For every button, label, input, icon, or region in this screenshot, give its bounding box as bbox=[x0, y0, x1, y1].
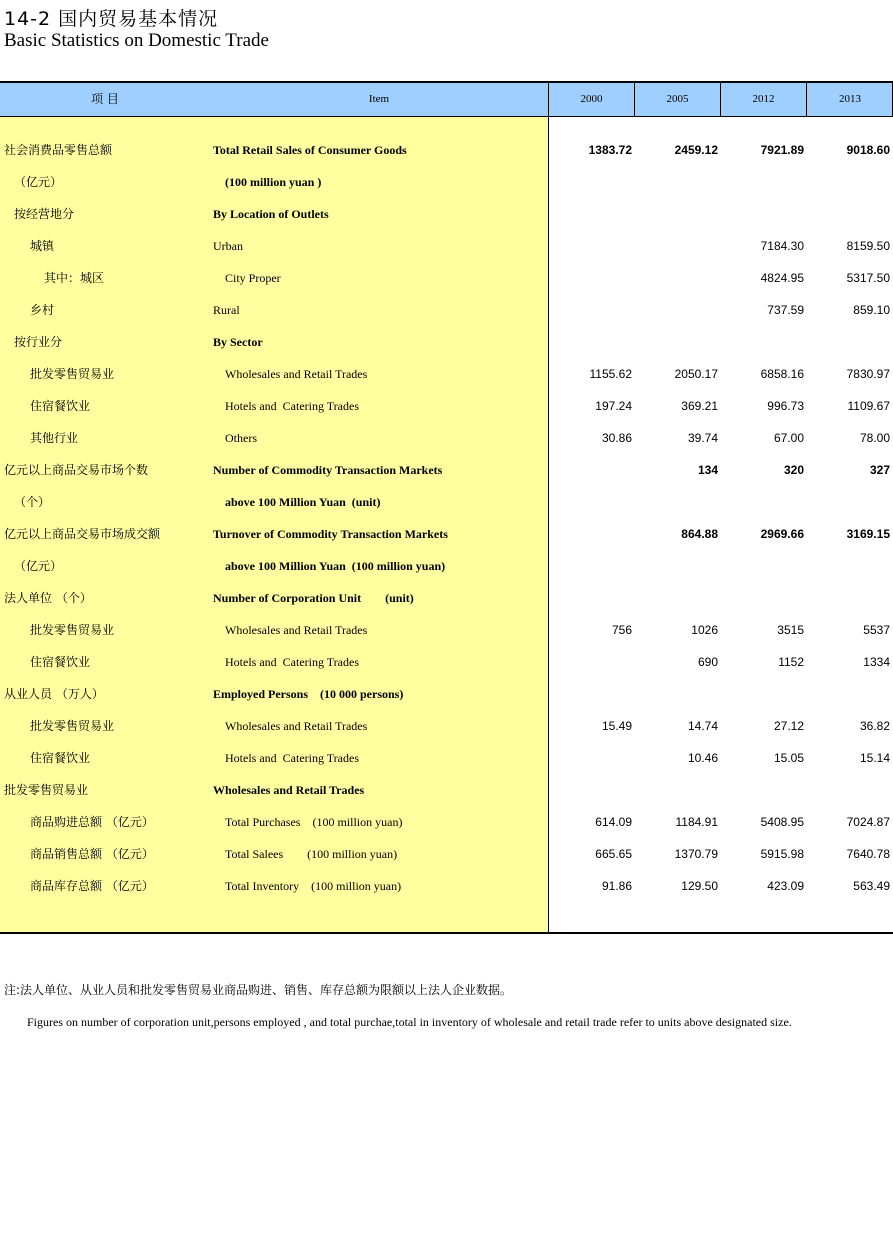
row-label-cn: 从业人员 （万人） bbox=[4, 687, 104, 701]
row-label-cn: 法人单位 （个） bbox=[4, 591, 92, 605]
row-label-cn: 城镇 bbox=[30, 239, 55, 253]
value-cell-2012: 7921.89 bbox=[760, 143, 804, 157]
table-row bbox=[0, 614, 893, 646]
table-row bbox=[0, 518, 893, 550]
table-row bbox=[0, 710, 893, 742]
value-cell-2013: 859.10 bbox=[853, 303, 890, 317]
header-divider bbox=[634, 83, 635, 117]
value-cell-2013: 5537 bbox=[863, 623, 890, 637]
row-label-en: Hotels and Catering Trades bbox=[225, 751, 359, 765]
value-cell-2000: 15.49 bbox=[601, 719, 632, 733]
table-row bbox=[0, 678, 893, 710]
value-cell-2000: 614.09 bbox=[595, 815, 632, 829]
table-row bbox=[0, 422, 893, 454]
row-label-en: Total Retail Sales of Consumer Goods bbox=[213, 143, 407, 157]
page-title-cn: 14-2 国内贸易基本情况 bbox=[4, 8, 219, 30]
value-cell-2012: 320 bbox=[783, 463, 804, 477]
table-row bbox=[0, 486, 893, 518]
row-label-en: Wholesales and Retail Trades bbox=[225, 719, 368, 733]
value-cell-2012: 1152 bbox=[778, 655, 804, 669]
row-label-en: Hotels and Catering Trades bbox=[225, 655, 359, 669]
table-body bbox=[0, 134, 893, 902]
value-cell-2005: 1370.79 bbox=[674, 847, 718, 861]
value-cell-2000: 197.24 bbox=[595, 399, 632, 413]
value-cell-2000: 91.86 bbox=[601, 879, 632, 893]
header-year-2000: 2000 bbox=[580, 93, 603, 105]
row-label-cn: 批发零售贸易业 bbox=[30, 623, 115, 637]
row-label-en: Total Salees (100 million yuan) bbox=[225, 847, 398, 861]
table-row bbox=[0, 870, 893, 902]
value-cell-2013: 1109.67 bbox=[847, 399, 890, 413]
footnote-en: Figures on number of corporation unit,persons employed , and total purchae,total in inventory of wholesale and retail trade refer to units above designated size. bbox=[27, 1015, 792, 1029]
row-label-cn: 批发零售贸易业 bbox=[4, 783, 89, 797]
value-cell-2005: 1184.91 bbox=[675, 815, 718, 829]
value-cell-2005: 14.74 bbox=[687, 719, 718, 733]
header-year-2012: 2012 bbox=[752, 93, 775, 105]
value-cell-2005: 10.46 bbox=[687, 751, 718, 765]
row-label-en: Wholesales and Retail Trades bbox=[213, 783, 365, 797]
row-label-en: above 100 Million Yuan (unit) bbox=[225, 495, 381, 509]
value-cell-2013: 327 bbox=[869, 463, 890, 477]
value-cell-2012: 27.12 bbox=[773, 719, 804, 733]
row-label-cn: 亿元以上商品交易市场个数 bbox=[4, 463, 149, 477]
page-title-en: Basic Statistics on Domestic Trade bbox=[4, 30, 269, 51]
value-cell-2012: 3515 bbox=[777, 623, 804, 637]
header-year-2013: 2013 bbox=[839, 93, 861, 105]
row-label-en: above 100 Million Yuan (100 million yuan) bbox=[225, 559, 446, 573]
table-row bbox=[0, 166, 893, 198]
row-label-en: Rural bbox=[213, 303, 240, 317]
row-label-cn: 其他行业 bbox=[30, 431, 79, 445]
row-label-en: Wholesales and Retail Trades bbox=[225, 623, 368, 637]
value-cell-2013: 1334 bbox=[863, 655, 890, 669]
table-row bbox=[0, 358, 893, 390]
table-row bbox=[0, 326, 893, 358]
row-label-cn: 商品库存总额 （亿元） bbox=[30, 879, 154, 893]
table-row bbox=[0, 550, 893, 582]
value-cell-2013: 3169.15 bbox=[846, 527, 890, 541]
row-label-cn: 批发零售贸易业 bbox=[30, 719, 115, 733]
value-cell-2005: 129.50 bbox=[681, 879, 718, 893]
value-cell-2005: 2050.17 bbox=[674, 367, 718, 381]
value-cell-2005: 39.74 bbox=[687, 431, 718, 445]
row-label-en: Wholesales and Retail Trades bbox=[225, 367, 368, 381]
row-label-cn: 其中：城区 bbox=[44, 271, 105, 285]
value-cell-2000: 1383.72 bbox=[588, 143, 632, 157]
table-row bbox=[0, 646, 893, 678]
row-label-cn: 按行业分 bbox=[14, 335, 63, 349]
row-label-cn: （亿元） bbox=[14, 175, 63, 189]
table-row bbox=[0, 742, 893, 774]
table-row bbox=[0, 454, 893, 486]
header-year-2005: 2005 bbox=[666, 93, 689, 105]
value-cell-2000: 665.65 bbox=[595, 847, 632, 861]
table-header bbox=[0, 83, 893, 117]
value-cell-2013: 7024.87 bbox=[846, 815, 890, 829]
value-cell-2013: 563.49 bbox=[853, 879, 890, 893]
row-label-cn: 亿元以上商品交易市场成交额 bbox=[4, 527, 161, 541]
table-row bbox=[0, 390, 893, 422]
header-item-cn: 项 目 bbox=[91, 92, 119, 106]
row-label-cn: （个） bbox=[14, 495, 51, 509]
row-label-en: Number of Corporation Unit (unit) bbox=[213, 591, 414, 605]
table-bottom-rule bbox=[0, 932, 893, 934]
value-cell-2012: 5408.95 bbox=[760, 815, 804, 829]
value-cell-2012: 6858.16 bbox=[760, 367, 804, 381]
value-cell-2012: 15.05 bbox=[773, 751, 804, 765]
row-label-en: Employed Persons (10 000 persons) bbox=[213, 687, 404, 701]
row-label-en: By Location of Outlets bbox=[213, 207, 329, 221]
value-cell-2000: 30.86 bbox=[601, 431, 632, 445]
row-label-en: Number of Commodity Transaction Markets bbox=[213, 463, 443, 477]
table-row bbox=[0, 198, 893, 230]
value-cell-2012: 996.73 bbox=[767, 399, 804, 413]
value-cell-2000: 1155.62 bbox=[589, 367, 632, 381]
row-label-en: Total Inventory (100 million yuan) bbox=[225, 879, 402, 893]
value-cell-2013: 7830.97 bbox=[846, 367, 890, 381]
row-label-en: (100 million yuan ) bbox=[225, 175, 322, 189]
value-cell-2013: 36.82 bbox=[859, 719, 890, 733]
table-row bbox=[0, 294, 893, 326]
header-divider bbox=[720, 83, 721, 117]
row-label-en: City Proper bbox=[225, 271, 281, 285]
row-label-cn: 按经营地分 bbox=[14, 207, 75, 221]
table-row bbox=[0, 774, 893, 806]
value-cell-2012: 2969.66 bbox=[760, 527, 804, 541]
table-row bbox=[0, 838, 893, 870]
table-row bbox=[0, 262, 893, 294]
value-cell-2012: 5915.98 bbox=[760, 847, 804, 861]
row-label-en: By Sector bbox=[213, 335, 263, 349]
row-label-cn: 商品购进总额 （亿元） bbox=[30, 815, 154, 829]
value-cell-2012: 4824.95 bbox=[760, 271, 804, 285]
row-label-cn: 乡村 bbox=[30, 303, 55, 317]
value-cell-2005: 690 bbox=[697, 655, 718, 669]
table-row bbox=[0, 134, 893, 166]
value-cell-2013: 8159.50 bbox=[846, 239, 890, 253]
value-cell-2012: 7184.30 bbox=[760, 239, 804, 253]
value-cell-2005: 864.88 bbox=[681, 527, 718, 541]
value-cell-2012: 423.09 bbox=[767, 879, 804, 893]
header-divider bbox=[806, 83, 807, 117]
value-cell-2013: 9018.60 bbox=[846, 143, 890, 157]
value-cell-2000: 756 bbox=[611, 623, 632, 637]
row-label-cn: 社会消费品零售总额 bbox=[4, 143, 113, 157]
row-label-cn: 商品销售总额 （亿元） bbox=[30, 847, 154, 861]
value-cell-2005: 134 bbox=[697, 463, 718, 477]
table-row bbox=[0, 806, 893, 838]
value-cell-2012: 67.00 bbox=[773, 431, 804, 445]
row-label-cn: 住宿餐饮业 bbox=[30, 751, 91, 765]
value-cell-2012: 737.59 bbox=[767, 303, 804, 317]
row-label-cn: （亿元） bbox=[14, 559, 63, 573]
row-label-cn: 住宿餐饮业 bbox=[30, 399, 91, 413]
value-cell-2013: 15.14 bbox=[859, 751, 890, 765]
header-divider bbox=[548, 83, 549, 117]
table-row bbox=[0, 582, 893, 614]
value-cell-2005: 2459.12 bbox=[674, 143, 718, 157]
row-label-en: Hotels and Catering Trades bbox=[225, 399, 359, 413]
table-row bbox=[0, 230, 893, 262]
value-cell-2005: 369.21 bbox=[681, 399, 718, 413]
value-cell-2013: 78.00 bbox=[859, 431, 890, 445]
row-label-en: Turnover of Commodity Transaction Markets bbox=[213, 527, 448, 541]
value-cell-2013: 5317.50 bbox=[846, 271, 890, 285]
row-label-en: Others bbox=[225, 431, 257, 445]
footnote-cn: 注:法人单位、从业人员和批发零售贸易业商品购进、销售、库存总额为限额以上法人企业数据。 bbox=[4, 983, 513, 997]
row-label-cn: 批发零售贸易业 bbox=[30, 367, 115, 381]
header-item-en: Item bbox=[368, 93, 390, 105]
row-label-en: Total Purchases (100 million yuan) bbox=[225, 815, 403, 829]
value-cell-2005: 1026 bbox=[691, 623, 718, 637]
value-cell-2013: 7640.78 bbox=[846, 847, 890, 861]
row-label-en: Urban bbox=[213, 239, 243, 253]
row-label-cn: 住宿餐饮业 bbox=[30, 655, 91, 669]
